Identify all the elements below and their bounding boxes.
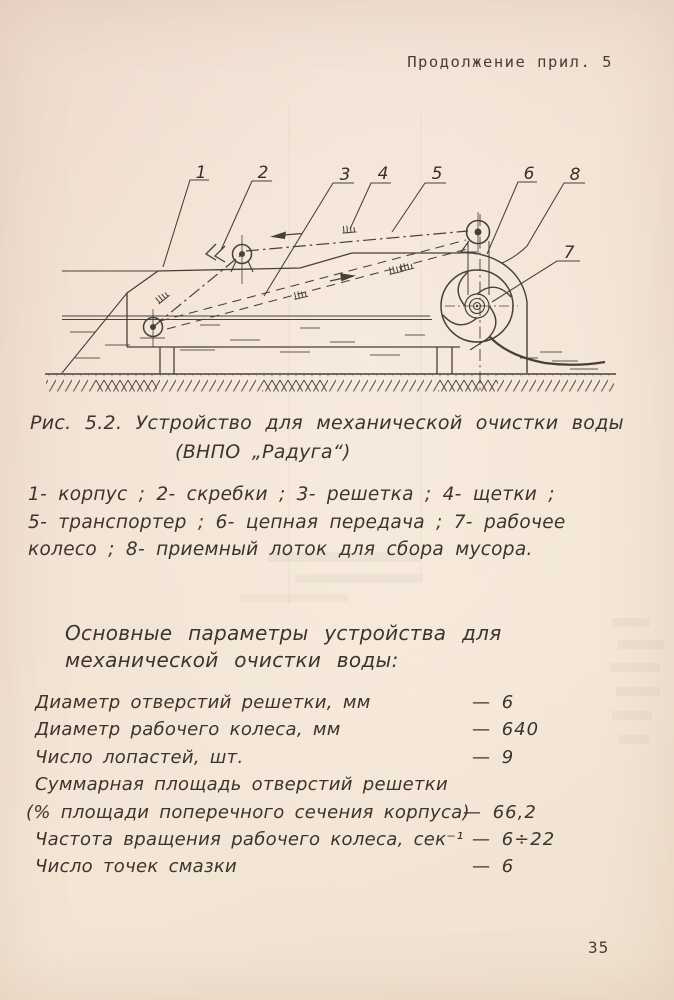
parameter-label: Частота вращения рабочего колеса, сек⁻¹ [35, 828, 464, 850]
bleed-through-ghost [612, 618, 650, 627]
parameter-label: Диаметр отверстий решетки, мм [35, 692, 371, 713]
leader-lines [163, 180, 585, 302]
parameters-heading-line: Основные параметры устройства для [65, 621, 502, 645]
parameter-value: — 9 [472, 746, 515, 768]
ground-hatching [45, 374, 616, 392]
parameter-row [35, 689, 625, 716]
parameter-row [35, 744, 625, 771]
parameters-heading-line: механической очистки воды: [65, 648, 399, 672]
parameter-label: Диаметр рабочего колеса, мм [35, 719, 341, 741]
callout-5: 5 [431, 164, 443, 184]
legend-line: колесо ; 8- приемный лоток для сбора мусора. [28, 539, 533, 560]
parameter-value: — 6÷22 [472, 828, 556, 850]
callout-6: 6 [523, 164, 535, 184]
figure-caption: Рис. 5.2. Устройство для механической очистки воды [30, 412, 624, 434]
conveyor-belt [153, 225, 471, 329]
bleed-through-ghost [295, 574, 423, 583]
callout-3: 3 [339, 165, 351, 185]
parameter-row [35, 853, 625, 880]
page-number: 35 [588, 938, 610, 957]
bleed-through-ghost [618, 640, 664, 649]
parameter-row [35, 771, 625, 798]
callout-4: 4 [377, 164, 389, 184]
housing-outline [127, 253, 460, 374]
parameter-value: — 6 [472, 692, 515, 713]
bleed-through-ghost [240, 594, 348, 602]
parameter-row [35, 826, 625, 853]
parameter-row [35, 716, 625, 743]
figure-diagram [40, 145, 640, 405]
parameter-value: — 6 [472, 856, 515, 878]
figure-caption-org: (ВНПО „Радуга“) [175, 441, 351, 463]
callout-8: 8 [569, 165, 581, 185]
pulleys [144, 212, 490, 347]
parameters-heading [65, 620, 502, 674]
bleed-through-ghost [610, 663, 660, 672]
parameter-label: Суммарная площадь отверстий решетки [35, 774, 448, 796]
appendix-continuation-label: Продолжение прил. 5 [407, 53, 613, 71]
legend-line: 1- корпус ; 2- скребки ; 3- решетка ; 4- щетки ; [28, 484, 555, 505]
parameter-label: Число точек смазки [35, 856, 238, 878]
legend-line: 5- транспортер ; 6- цепная передача ; 7- рабочее [28, 511, 566, 533]
callout-7: 7 [563, 243, 575, 263]
parameters-table [26, 689, 625, 881]
figure-legend [28, 481, 588, 564]
callout-2: 2 [257, 163, 269, 183]
parameter-label: Число лопастей, шт. [35, 746, 244, 768]
parameter-label: (% площади поперечного сечения корпуса) [26, 801, 470, 823]
water-lines [62, 271, 432, 373]
callout-1: 1 [195, 163, 207, 183]
parameter-value: — 66,2 [463, 801, 537, 823]
parameter-value: — 640 [472, 719, 540, 741]
parameter-row [26, 799, 625, 826]
impeller-wheel [441, 270, 518, 342]
